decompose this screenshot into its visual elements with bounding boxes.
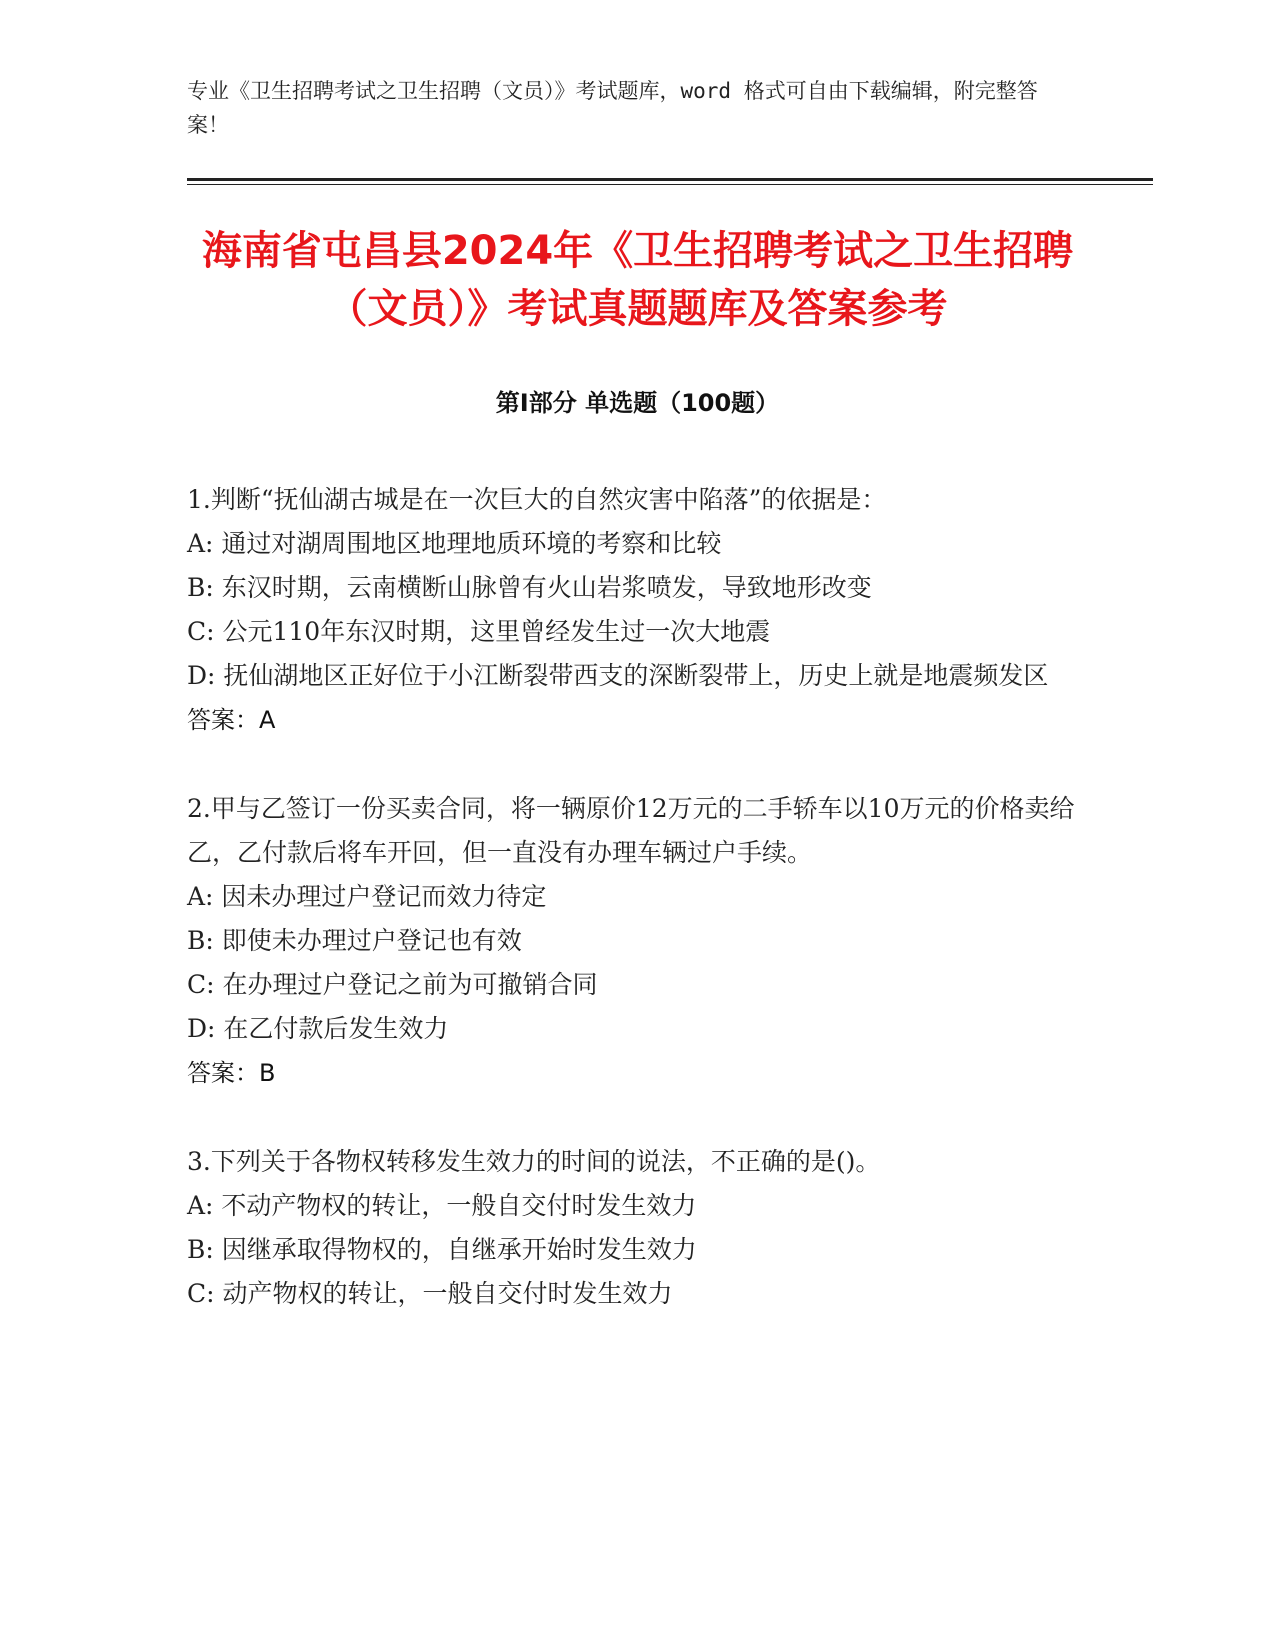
option-d: D: 在乙付款后发生效力: [187, 1014, 449, 1043]
option-a: A: 因未办理过户登记而效力待定: [187, 882, 547, 911]
question-item: [187, 478, 1077, 742]
question-item: [187, 787, 1077, 1095]
option-b: B: 即使未办理过户登记也有效: [187, 926, 522, 955]
option-c: C: 公元110年东汉时期，这里曾经发生过一次大地震: [187, 617, 771, 646]
question-list: [187, 478, 1077, 1361]
option-b: B: 东汉时期，云南横断山脉曾有火山岩浆喷发，导致地形改变: [187, 573, 872, 602]
question-stem: 3.下列关于各物权转移发生效力的时间的说法，不正确的是()。: [187, 1147, 881, 1176]
option-a: A: 通过对湖周围地区地理地质环境的考察和比较: [187, 529, 722, 558]
section-title: 第Ⅰ部分 单选题（100题）: [495, 389, 780, 417]
option-b: B: 因继承取得物权的，自继承开始时发生效力: [187, 1235, 697, 1264]
header-note: 专业《卫生招聘考试之卫生招聘（文员）》考试题库，word 格式可自由下载编辑，附完整答案！: [187, 79, 1038, 137]
header-rule-thick: [187, 178, 1153, 181]
question-stem: 1.判断“抚仙湖古城是在一次巨大的自然灾害中陷落”的依据是：: [187, 485, 887, 514]
header-rule-thin: [187, 184, 1153, 185]
answer-label: 答案：A: [187, 706, 276, 734]
option-d: D: 抚仙湖地区正好位于小江断裂带西支的深断裂带上，历史上就是地震频发区: [187, 661, 1049, 690]
question-stem: 2.甲与乙签订一份买卖合同，将一辆原价12万元的二手轿车以10万元的价格卖给乙，乙付款后将车开回，但一直没有办理车辆过户手续。: [187, 794, 1075, 867]
option-c: C: 在办理过户登记之前为可撤销合同: [187, 970, 598, 999]
option-a: A: 不动产物权的转让，一般自交付时发生效力: [187, 1191, 697, 1220]
option-c: C: 动产物权的转让，一般自交付时发生效力: [187, 1279, 673, 1308]
document-title: 海南省屯昌县2024年《卫生招聘考试之卫生招聘（文员）》考试真题题库及答案参考: [201, 228, 1074, 332]
answer-label: 答案：B: [187, 1059, 276, 1087]
question-item: [187, 1140, 1077, 1316]
